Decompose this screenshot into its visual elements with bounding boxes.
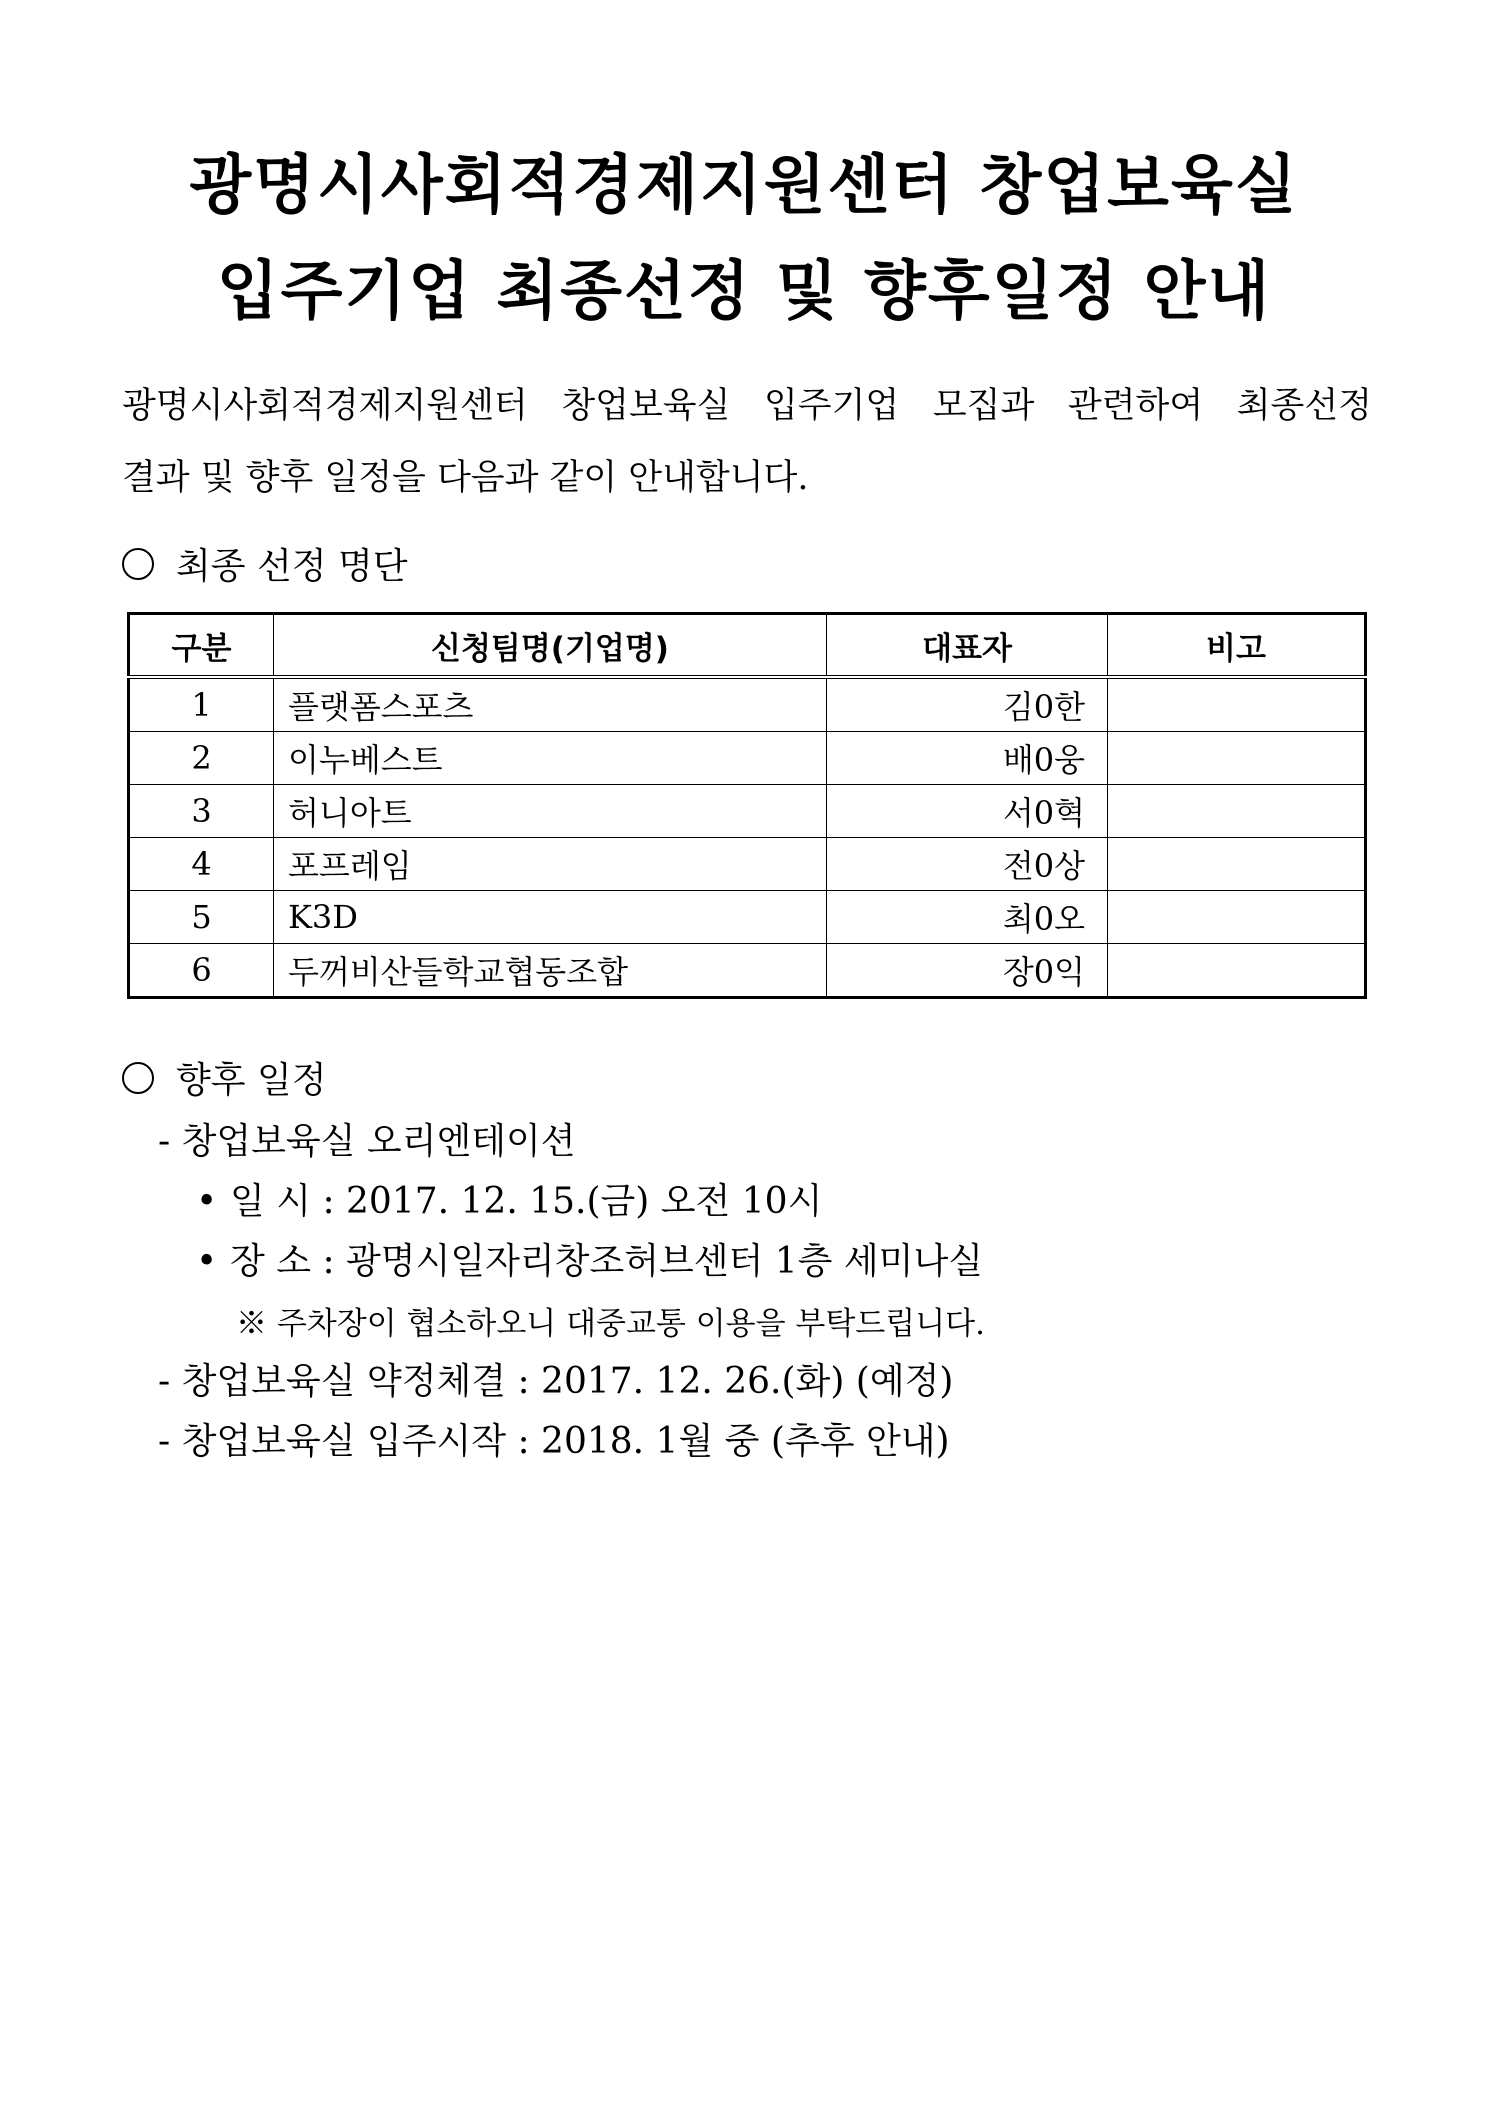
section-heading-selection-text: 최종 선정 명단 — [176, 546, 408, 587]
intro-paragraph — [122, 370, 1372, 514]
cell-rep: 김0한 — [827, 677, 1108, 732]
table-row — [129, 944, 1366, 998]
document-title-line-1: 광명시사회적경제지원센터 창업보육실 — [189, 149, 1299, 223]
table-row — [129, 677, 1366, 732]
document-title-line-2: 입주기업 최종선정 및 향후일정 안내 — [216, 255, 1272, 329]
cell-rep: 장0익 — [827, 944, 1108, 998]
header-team: 신청팀명(기업명) — [274, 614, 827, 678]
table-row — [129, 785, 1366, 838]
bullet-dot-icon: • — [196, 1181, 218, 1222]
cell-no: 3 — [129, 785, 274, 838]
cell-team: 포프레임 — [274, 838, 827, 891]
selection-table — [127, 612, 1367, 999]
schedule-agreement: - 창업보육실 약정체결 : 2017. 12. 26.(화) (예정) — [158, 1361, 954, 1402]
cell-rep: 배0웅 — [827, 732, 1108, 785]
cell-no: 2 — [129, 732, 274, 785]
cell-note — [1108, 677, 1366, 732]
cell-team: 이누베스트 — [274, 732, 827, 785]
cell-no: 5 — [129, 891, 274, 944]
table-row — [129, 838, 1366, 891]
cell-team: K3D — [274, 891, 827, 944]
header-rep: 대표자 — [827, 614, 1108, 678]
cell-team: 허니아트 — [274, 785, 827, 838]
cell-note — [1108, 785, 1366, 838]
bullet-dot-icon: • — [196, 1241, 218, 1282]
circle-bullet-icon — [122, 548, 154, 580]
orientation-datetime-text: 일 시 : 2017. 12. 15.(금) 오전 10시 — [230, 1181, 823, 1222]
orientation-place-text: 장 소 : 광명시일자리창조허브센터 1층 세미나실 — [230, 1241, 983, 1282]
cell-rep: 최0오 — [827, 891, 1108, 944]
cell-rep: 서0혁 — [827, 785, 1108, 838]
schedule-orientation-datetime — [196, 1173, 822, 1224]
header-no: 구분 — [129, 614, 274, 678]
section-heading-selection — [122, 538, 408, 589]
header-note: 비고 — [1108, 614, 1366, 678]
cell-team: 두꺼비산들학교협동조합 — [274, 944, 827, 998]
intro-line-2: 결과 및 향후 일정을 다음과 같이 안내합니다. — [122, 458, 809, 498]
table-row — [129, 891, 1366, 944]
cell-note — [1108, 838, 1366, 891]
circle-bullet-icon — [122, 1062, 154, 1094]
section-heading-schedule-text: 향후 일정 — [176, 1060, 327, 1101]
cell-no: 6 — [129, 944, 274, 998]
cell-no: 1 — [129, 677, 274, 732]
schedule-orientation-place — [196, 1233, 983, 1284]
table-header-row — [129, 614, 1366, 678]
cell-note — [1108, 732, 1366, 785]
cell-no: 4 — [129, 838, 274, 891]
section-heading-schedule — [122, 1052, 327, 1103]
schedule-orientation: - 창업보육실 오리엔테이션 — [158, 1121, 576, 1162]
schedule-move-in: - 창업보육실 입주시작 : 2018. 1월 중 (추후 안내) — [158, 1421, 950, 1462]
cell-rep: 전0상 — [827, 838, 1108, 891]
parking-note: ※ 주차장이 협소하오니 대중교통 이용을 부탁드립니다. — [236, 1306, 985, 1342]
table-row — [129, 732, 1366, 785]
intro-line-1: 광명시사회적경제지원센터 창업보육실 입주기업 모집과 관련하여 최종선정 — [122, 386, 1372, 426]
cell-team: 플랫폼스포츠 — [274, 677, 827, 732]
cell-note — [1108, 944, 1366, 998]
cell-note — [1108, 891, 1366, 944]
